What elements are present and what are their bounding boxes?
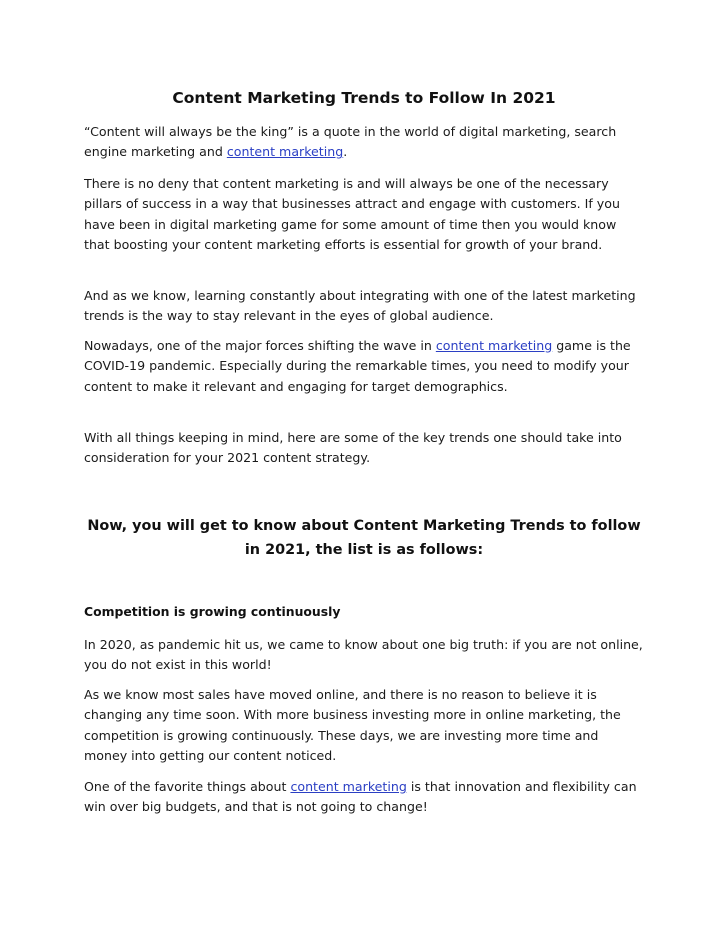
- intro-text: “Content will always be the king” is a quote in the world of digital marketing, search engine marketing and: [84, 124, 617, 160]
- paragraph-pillars: There is no deny that content marketing is and will always be one of the necessary pillars of success in a way that businesses attract and engage with customers. If you have been in digital marketing game for some amount of time then you would know that boosting your content marketing efforts is essential for growth of your brand.: [84, 176, 620, 253]
- innovation-text-end: is that innovation and flexibility can win over big budgets, and that is not going to change!: [84, 779, 637, 815]
- document-title: Content Marketing Trends to Follow In 2021: [172, 89, 556, 107]
- covid-text-end: game is the COVID-19 pandemic. Especially during the remarkable times, you need to modify your content to make it relevant and engaging for target demographics.: [84, 338, 631, 394]
- innovation-text: One of the favorite things about: [84, 779, 291, 794]
- content-marketing-link[interactable]: content marketing: [435, 338, 553, 353]
- paragraph-key-trends: With all things keeping in mind, here are some of the key trends one should take into consideration for your 2021 content strategy.: [84, 430, 622, 466]
- covid-text: Nowadays, one of the major forces shifting the wave in: [84, 338, 436, 353]
- paragraph-innovation: [84, 777, 644, 818]
- content-marketing-link[interactable]: content marketing: [226, 144, 344, 160]
- paragraph-online-sales: As we know most sales have moved online, and there is no reason to believe it is changing any time soon. With more business investing more in online marketing, the competition is growing continuously. These days, we are investing more time and money into getting our content noticed.: [84, 687, 621, 764]
- intro-paragraph: [84, 122, 644, 163]
- section-heading-competition: Competition is growing continuously: [84, 604, 341, 619]
- list-subheading: Now, you will get to know about Content Marketing Trends to follow in 2021, the list is as follows:: [87, 518, 641, 558]
- paragraph-pandemic: In 2020, as pandemic hit us, we came to know about one big truth: if you are not online, you do not exist in this world!: [84, 637, 643, 673]
- content-marketing-link[interactable]: content marketing: [290, 779, 407, 794]
- paragraph-covid: [84, 336, 644, 397]
- intro-text-end: .: [343, 144, 348, 160]
- paragraph-trends: And as we know, learning constantly about integrating with one of the latest marketing trends is the way to stay relevant in the eyes of global audience.: [84, 288, 636, 324]
